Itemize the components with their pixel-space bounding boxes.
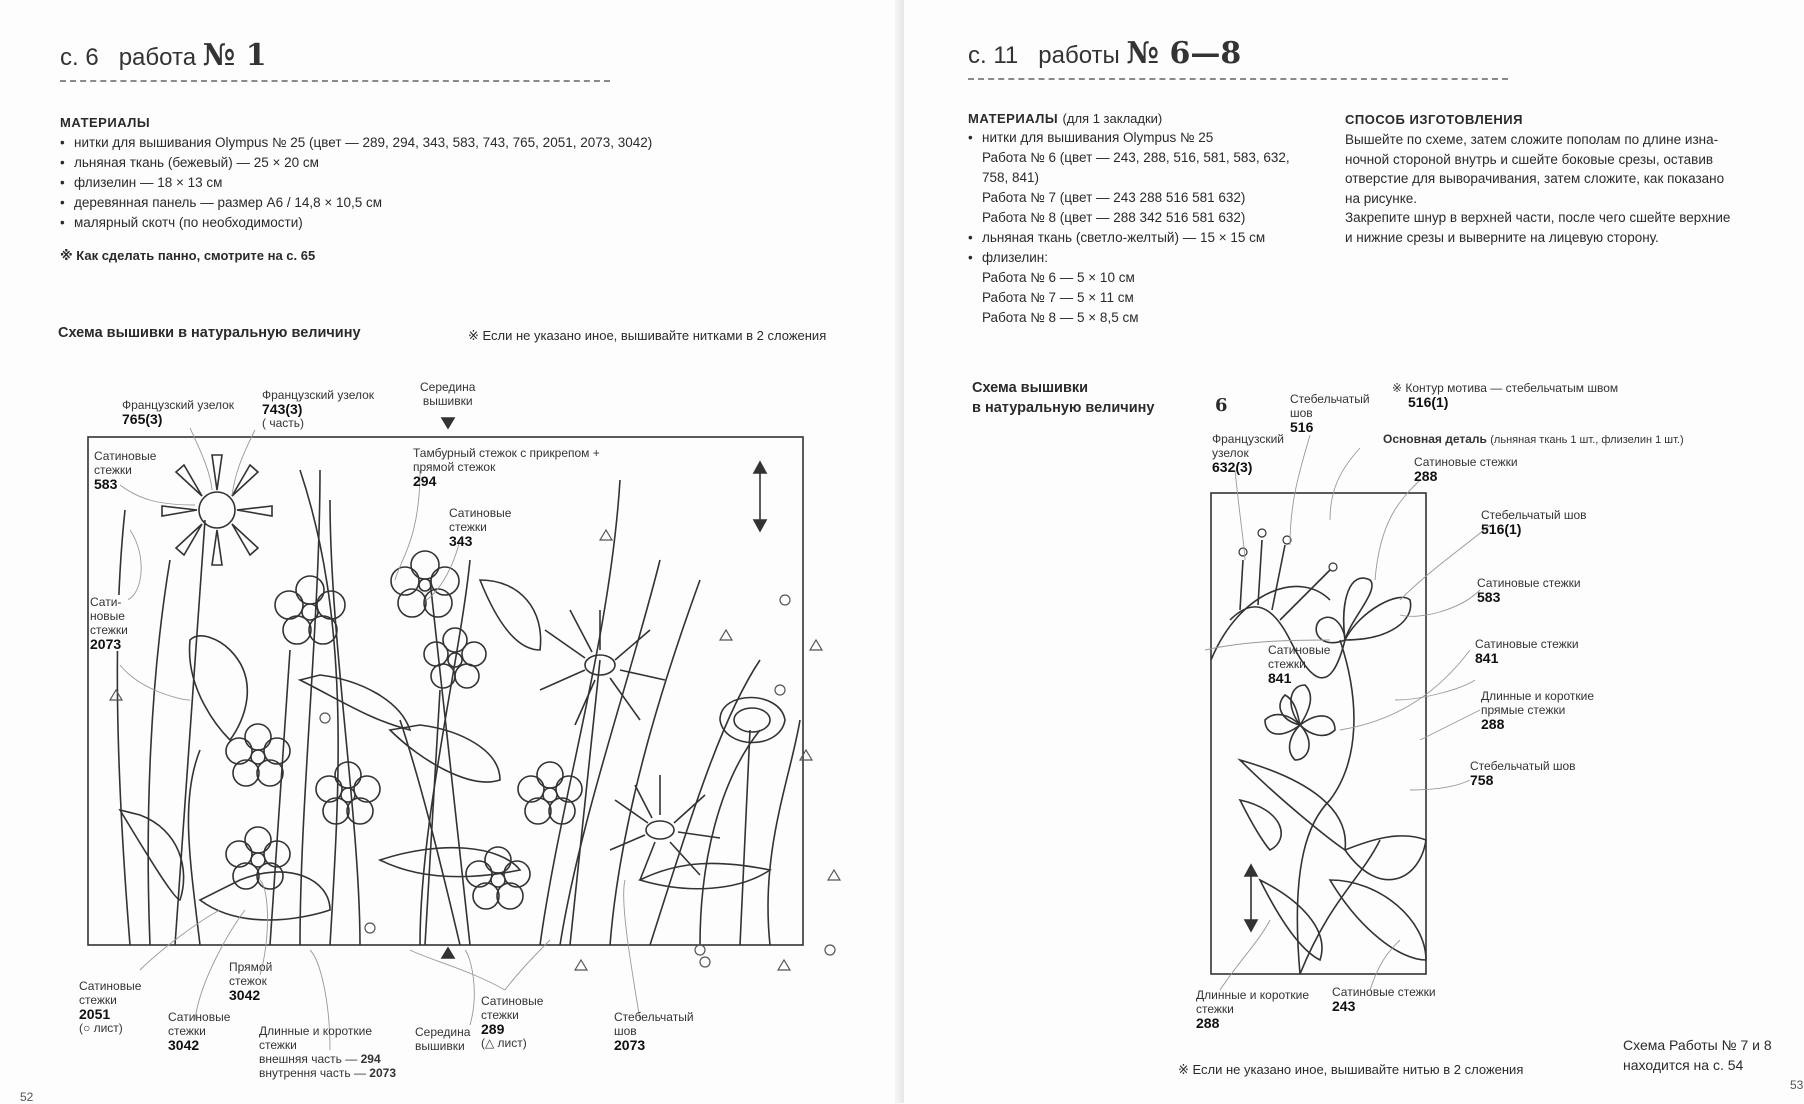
thread-number: 632(3): [1212, 459, 1253, 475]
thread-number: 2073: [369, 1066, 396, 1080]
label-stem-516: Стебельчатый шов 516: [1290, 392, 1370, 435]
list-item: • льняная ткань (светло-желтый) — 15 × 15 см: [968, 228, 1328, 248]
right-materials-list: [968, 128, 1328, 328]
label-french-knot-632: Французский узелок 632(3): [1212, 432, 1284, 475]
list-item: • нитки для вышивания Olympus № 25 (цвет — 289, 294, 343, 583, 743, 765, 2051, 2073, 3042): [60, 133, 840, 153]
left-diagram-frame: [88, 437, 803, 945]
left-scheme-title: Схема вышивки в натуральную величину: [58, 325, 361, 341]
thread-number: 2073: [90, 636, 122, 652]
right-work-word: работы: [1038, 42, 1120, 69]
left-page-number: 52: [20, 1090, 34, 1104]
ref-works-7-8: Схема Работы № 7 и 8 находится на с. 54: [1623, 1037, 1772, 1073]
left-materials-title: МАТЕРИАЛЫ: [60, 115, 151, 130]
method-title: СПОСОБ ИЗГОТОВЛЕНИЯ: [1345, 112, 1523, 127]
list-item: • деревянная панель — размер А6 / 14,8 × 10,5 см: [60, 193, 840, 213]
right-page-ref: с. 11: [968, 42, 1019, 69]
right-work-number: № 6—8: [1126, 36, 1242, 71]
right-materials-sub: (для 1 закладки): [1062, 111, 1163, 126]
thread-number: 583: [1477, 589, 1501, 605]
label-long-short: Длинные и короткие стежки внешняя часть — 294 внутрення часть — 2073: [259, 1024, 396, 1080]
thread-number: 294: [360, 1052, 381, 1066]
list-item: Работа № 8 — 5 × 8,5 см: [982, 310, 1139, 325]
thread-number: 3042: [229, 987, 261, 1003]
right-page-header: [968, 36, 1241, 71]
label-french-knot-765: Французский узелок 765(3): [122, 398, 235, 427]
right-bottom-note: ※ Если не указано иное, вышивайте нитью в 2 сложения: [1178, 1062, 1524, 1077]
label-contour-516: ※ Контур мотива — стебельчатым швом 516(1): [1392, 381, 1619, 410]
thread-number: 294: [413, 473, 437, 489]
label-satin-243: Сатиновые стежки 243: [1332, 985, 1436, 1014]
list-item: • нитки для вышивания Olympus № 25: [968, 128, 1328, 148]
label-stem-516-b: Стебельчатый шов 516(1): [1481, 508, 1587, 537]
thread-number: 2051: [79, 1006, 111, 1022]
mid-bottom-marker: [442, 948, 454, 958]
list-item: • льняная ткань (бежевый) — 25 × 20 см: [60, 153, 840, 173]
thread-number: 3042: [168, 1037, 200, 1053]
label-satin-2051: Сатиновые стежки 2051 (○ лист): [79, 979, 142, 1035]
right-header-divider: [968, 78, 1508, 80]
mid-top-marker: [442, 418, 454, 428]
label-center-bottom: Середина вышивки: [415, 1025, 471, 1053]
label-long-288: Длинные и короткие прямые стежки 288: [1481, 689, 1595, 732]
thread-number: 343: [449, 533, 473, 549]
label-satin-288: Сатиновые стежки 288: [1414, 455, 1518, 484]
thread-number: 758: [1470, 772, 1494, 788]
left-work-word: работа: [118, 44, 197, 71]
list-item: Работа № 6 (цвет — 243, 288, 516, 581, 583, 632,: [982, 150, 1290, 165]
left-embroidery-diagram: [0, 0, 900, 1103]
thread-number: 288: [1481, 716, 1505, 732]
thread-number: 743(3): [262, 401, 303, 417]
thread-number: 516: [1290, 419, 1314, 435]
thread-number: 2073: [614, 1037, 646, 1053]
thread-number: 243: [1332, 998, 1356, 1014]
method-text: Вышейте по схеме, затем сложите пополам по длине изна- ночной стороной внутрь и сшейте боковые срезы, оставив отверстие для выворачивания, затем сложите, как показано на рисунке. Закрепите шнур в верхней части, после чего сшейте верхние и нижние срезы и выверните на лицевую сторону.: [1345, 132, 1731, 245]
label-satin-289: Сатиновые стежки 289 (△ лист): [481, 994, 544, 1050]
label-french-knot-743: Французский узелок 743(3) ( часть): [262, 388, 375, 430]
left-work-number: № 1: [202, 38, 267, 73]
work-number-6: 6: [1215, 395, 1228, 416]
label-stem-2073: Стебельчатый шов 2073: [614, 1010, 694, 1053]
thread-number: 288: [1414, 468, 1438, 484]
label-satin-841-r: Сатиновые стежки 841: [1475, 637, 1579, 666]
label-satin-343: Сатиновые стежки 343: [449, 506, 512, 549]
list-item: 758, 841): [982, 170, 1040, 185]
thread-number: 289: [481, 1021, 505, 1037]
list-item: • флизелин:: [968, 248, 1328, 268]
label-tambour-294: Тамбурный стежок с прикрепом + прямой стежок 294: [413, 446, 600, 489]
thread-number: 516(1): [1481, 521, 1522, 537]
label-main-part: Основная деталь (льняная ткань 1 шт., флизелин 1 шт.): [1383, 432, 1684, 446]
list-item: Работа № 7 (цвет — 243 288 516 581 632): [982, 190, 1246, 205]
right-materials-heading: [968, 110, 1162, 128]
label-satin-583-r: Сатиновые стежки 583: [1477, 576, 1581, 605]
label-satin-3042: Сатиновые стежки 3042: [168, 1010, 231, 1053]
thread-number: 583: [94, 476, 118, 492]
label-center-top: Середина вышивки: [420, 380, 476, 408]
list-item: Работа № 7 — 5 × 11 см: [982, 290, 1134, 305]
right-materials-title: МАТЕРИАЛЫ: [968, 111, 1059, 126]
list-item: Работа № 6 — 5 × 10 см: [982, 270, 1135, 285]
thread-number: 841: [1475, 650, 1499, 666]
thread-number: 765(3): [122, 411, 163, 427]
label-satin-583: Сатиновые стежки 583: [94, 449, 157, 492]
list-item: • малярный скотч (по необходимости): [60, 213, 840, 233]
list-item: Работа № 8 (цвет — 288 342 516 581 632): [982, 210, 1246, 225]
thread-number: 516(1): [1408, 394, 1449, 410]
daisy-flower: [162, 455, 272, 565]
right-scheme-title: Схема вышивки в натуральную величину: [972, 380, 1155, 416]
right-page-number: 53: [1790, 1078, 1804, 1092]
label-straight-3042: Прямой стежок 3042: [229, 960, 273, 1003]
panel-note: ※ Как сделать панно, смотрите на с. 65: [60, 248, 316, 263]
label-satin-841-l: Сатиновые стежки 841: [1268, 643, 1331, 686]
left-scheme-note: ※ Если не указано иное, вышивайте нитками в 2 сложения: [468, 328, 827, 343]
label-stem-758: Стебельчатый шов 758: [1470, 759, 1576, 788]
label-long-288-b: Длинные и короткие стежки 288: [1196, 988, 1310, 1031]
label-satin-2073: Сати- новые стежки 2073: [90, 595, 128, 652]
left-page-ref: с. 6: [60, 44, 99, 71]
list-item: • флизелин — 18 × 13 см: [60, 173, 840, 193]
thread-number: 288: [1196, 1015, 1220, 1031]
thread-number: 841: [1268, 670, 1292, 686]
